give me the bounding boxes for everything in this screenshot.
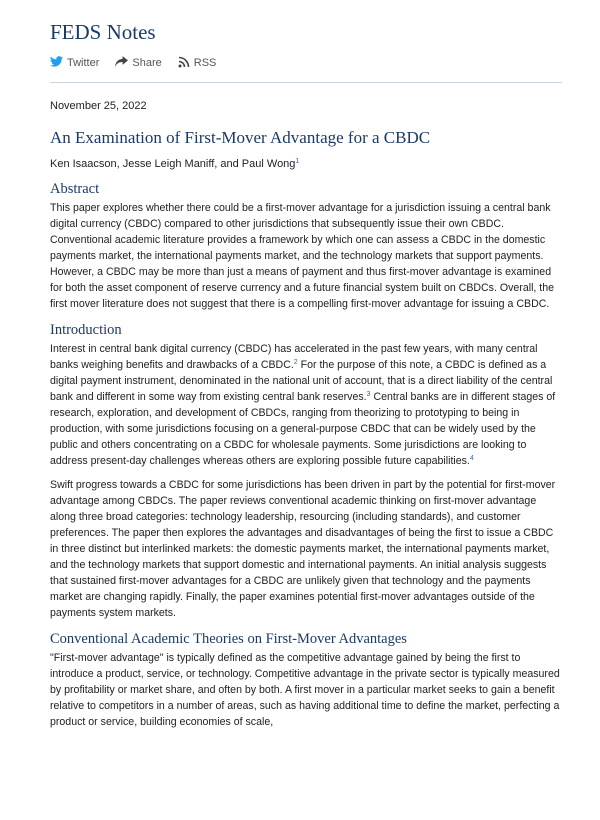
introduction-paragraph-1 xyxy=(50,341,562,469)
header-divider xyxy=(50,82,562,83)
intro-p1-b: For the purpose of this note, a CBDC is defined as a digital payment instrument, denominated in the national unit of account, that is a direct liability of the central bank and different in some way from existing central bank reserves. xyxy=(50,359,553,403)
abstract-text: This paper explores whether there could be a first-mover advantage for a jurisdiction issuing a central bank digital currency (CBDC) compared to other jurisdictions that subsequently issue their own CBDC. Conventional academic literature provides a framework by which one can assess a CBDC in the domestic payments market, the international payments market, and the technology markets that support payments. However, a CBDC may be more than just a means of payment and thus first-mover advantage is examined for both the asset component of reserve currency and a future financial system built on CBDCs. Overall, the first mover literature does not suggest that there is a compelling first-mover advantage for issuing a CBDC. xyxy=(50,202,555,310)
share-bar xyxy=(50,56,562,70)
share-icon xyxy=(115,56,128,70)
introduction-heading: Introduction xyxy=(50,322,122,338)
rss-link[interactable] xyxy=(178,56,225,71)
footnote-1-link[interactable]: 1 xyxy=(295,158,300,165)
twitter-share-link[interactable] xyxy=(50,56,107,70)
footnote-3-link[interactable]: 3 xyxy=(366,391,371,398)
authors xyxy=(50,157,562,171)
twitter-label: Twitter xyxy=(67,57,100,69)
footnote-4-link[interactable]: 4 xyxy=(469,455,474,462)
theories-heading: Conventional Academic Theories on First-Mover Advantages xyxy=(50,631,407,647)
twitter-icon xyxy=(50,56,63,70)
abstract-heading: Abstract xyxy=(50,181,100,197)
footnote-2-link[interactable]: 2 xyxy=(293,359,298,366)
intro-p1-a: Interest in central bank digital currency (CBDC) has accelerated in the past few years, with many central banks weighing benefits and drawbacks of a CBDC. xyxy=(50,343,538,371)
share-label: Share xyxy=(132,57,162,69)
publication-date: November 25, 2022 xyxy=(50,100,147,112)
introduction-paragraph-2: Swift progress towards a CBDC for some jurisdictions has been driven in part by the potential for first-mover advantage among CBDCs. The paper reviews conventional academic thinking on first-mover advantage along three broad categories: technology leadership, resourcing (including standards), and customer preferences. The paper then explores the advantages and disadvantages of being the first to issue a CBDC in three distinct but interlinked markets: the domestic payments market, the international payments market, and the technology markets that support domestic and international payments. An initial analysis suggests that sustained first-mover advantages for a CBDC are unlikely given that technology and the payments market are changing rapidly. Finally, the paper examines potential first-mover advantages outside of the payments system markets. xyxy=(50,479,556,619)
theories-text: "First-mover advantage" is typically defined as the competitive advantage gained by being the first to introduce a product, service, or technology. Competitive advantage in the private sector is typically measured by profitability or market share, and often by both. A first mover in a particular market seeks to gain a benefit relative to competitors in a number of areas, such as having additional time to define the market, perfecting a product or service, building economies of scale, xyxy=(50,652,560,728)
authors-text: Ken Isaacson, Jesse Leigh Maniff, and Paul Wong xyxy=(50,158,296,170)
site-title[interactable]: FEDS Notes xyxy=(50,20,156,44)
page xyxy=(0,20,600,730)
rss-icon xyxy=(178,56,190,71)
rss-label: RSS xyxy=(193,57,217,69)
paper-title: An Examination of First-Mover Advantage for a CBDC xyxy=(50,128,431,147)
share-link[interactable] xyxy=(115,56,169,70)
intro-p1-c: Central banks are in different stages of research, exploration, and development of CBDCs, ranging from theorizing to prototyping to being in production, with some jurisdictions focusing on a general-purpose CBDC that can be widely used by the public and others concentrating on a CBDC for wholesale payments. Some jurisdictions are looking to address present-day challenges whereas others are exploring possible future capabilities. xyxy=(50,391,556,467)
